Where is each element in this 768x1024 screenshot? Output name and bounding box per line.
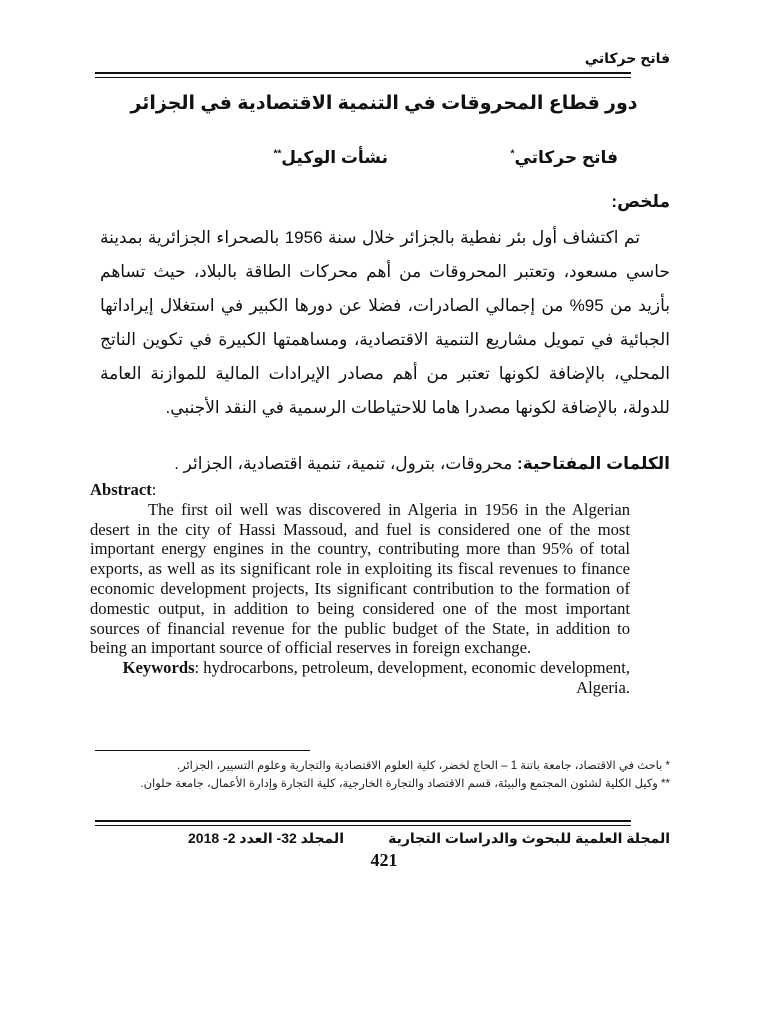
page-number: 421 (370, 850, 398, 870)
article-title: دور قطاع المحروقات في التنمية الاقتصادية في الجزائر (130, 93, 638, 114)
arabic-keywords (100, 454, 670, 474)
footer-rule-thick (95, 820, 631, 822)
arabic-abstract-text: تم اكتشاف أول بئر نفطية بالجزائر خلال سنة 1956 بالصحراء الجزائرية بمدينة حاسي مسعود، وتعتبر المحروقات من أهم محركات الطاقة بالبلاد، حيث تساهم بأزيد من 95% من إجمالي الصادرات، فضلا عن دورها الكبير في استغلال إيراداتها الجبائية في تمويل مشاريع التنمية الاقتصادية، ومساهمتها الكبيرة في تكوين الناتج المحلي، بالإضافة لكونها تعتبر من أهم مصادر الإيرادات المالية للموازنة العامة للدولة، بالإضافة لكونها مصدرا هاما للاحتياطات الرسمية في النقد الأجنبي. (100, 228, 670, 417)
footnote-2-mark: ** (661, 778, 670, 790)
english-abstract-heading: Abstract (90, 480, 152, 499)
english-keywords-list: : hydrocarbons, petroleum, development, economic development, Algeria. (194, 658, 630, 697)
journal-name: المجلة العلمية للبحوث والدراسات التجارية (388, 830, 670, 846)
header-rule-thin (95, 77, 631, 78)
footer-rule-thin (95, 825, 631, 826)
author-1-mark: * (510, 148, 515, 160)
footnote-2-text: وكيل الكلية لشئون المجتمع والبيئة، قسم الاقتصاد والتجارة الخارجية، كلية التجارة وإدارة الأعمال، جامعة حلوان. (140, 778, 662, 790)
footnote-1-text: باحث في الاقتصاد، جامعة باتنة 1 – الحاج لخضر، كلية العلوم الاقتصادية والتجارية وعلوم التسيير، الجزائر. (176, 760, 666, 772)
english-keywords (90, 658, 630, 698)
author-2-mark: ** (273, 148, 282, 160)
arabic-keywords-list: محروقات، بترول، تنمية، تنمية اقتصادية، الجزائر . (174, 454, 513, 473)
volume-issue-year: المجلد 32- العدد 2- 2018 (188, 830, 344, 846)
english-abstract-body: The first oil well was discovered in Algeria in 1956 in the Algerian desert in the city of Hassi Massoud, and fuel is considered one of the most important energy engines in the country, contributing more than 95% of total exports, as well as its significant role in exploiting its fiscal revenues to finance economic development projects, Its significant contribution to the formation of domestic output, in addition to being considered one of the most important sources of financial revenue for the public budget of the State, in addition to being an important source of official reserves in foreign exchange. (90, 499, 630, 658)
arabic-keywords-label: الكلمات المفتاحية: (517, 454, 670, 473)
author-2-name: نشأت الوكيل (281, 148, 388, 167)
english-keywords-label: Keywords (122, 658, 195, 678)
running-head: فاتح حركاتي (584, 50, 670, 66)
header-rule-thick (95, 72, 631, 74)
footnote-separator (95, 750, 310, 751)
footnote-1-mark: * (665, 760, 670, 772)
footnotes (105, 757, 670, 793)
footnote-2 (105, 775, 670, 793)
author-1-name: فاتح حركاتي (514, 148, 618, 167)
english-abstract-heading-colon: : (151, 480, 157, 499)
author-2 (273, 148, 388, 168)
english-abstract (90, 480, 630, 698)
english-abstract-heading-line (90, 480, 630, 500)
footnote-1 (105, 757, 670, 775)
author-1 (511, 148, 618, 168)
arabic-abstract-body (100, 221, 670, 425)
arabic-abstract-heading: ملخص: (611, 192, 670, 211)
